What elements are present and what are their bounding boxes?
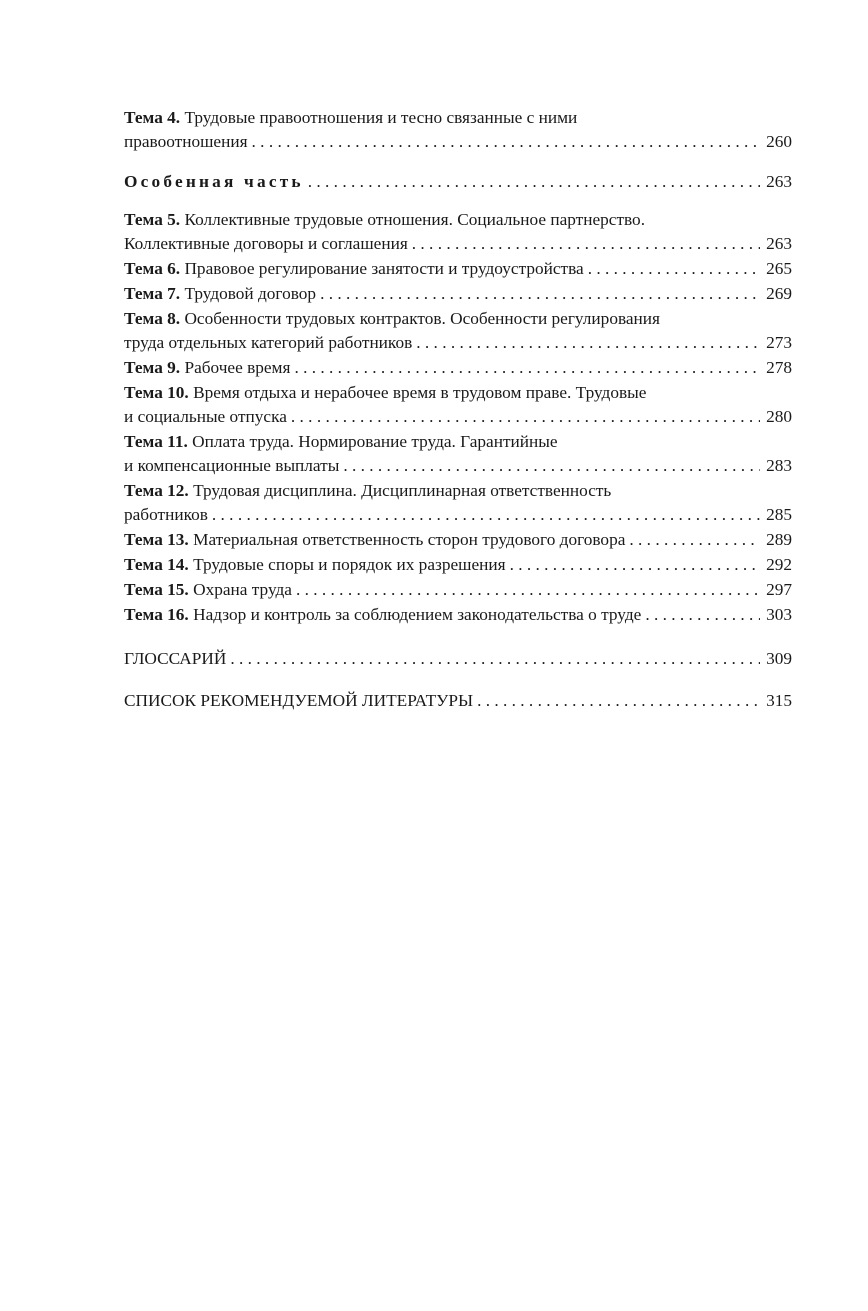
toc-entry-title-cont: Коллективные договоры и соглашения (124, 234, 408, 253)
toc-entry-topic[interactable] (124, 553, 792, 577)
toc-entry-title: ГЛОССАРИЙ (124, 649, 227, 668)
toc-entry-text (124, 553, 506, 577)
toc-entry-page: 265 (766, 259, 792, 278)
leader-dots (230, 647, 760, 671)
leader-dots (320, 282, 760, 306)
toc-entry-title-cont: и социальные отпуска (124, 407, 287, 426)
toc-entry-label: Тема 5. (124, 210, 181, 229)
toc-entry-topic[interactable] (124, 479, 792, 527)
toc-entry-line (124, 479, 792, 503)
table-of-contents (124, 106, 792, 713)
toc-entry-title: СПИСОК РЕКОМЕНДУЕМОЙ ЛИТЕРАТУРЫ (124, 691, 474, 710)
toc-entry-title: Надзор и контроль за соблюдением законодательства о труде (193, 605, 642, 624)
toc-entry-text (124, 356, 290, 380)
toc-entry-text (124, 528, 625, 552)
leader-dots (477, 689, 760, 713)
toc-entry-line (124, 454, 792, 478)
toc-topic-list (124, 208, 792, 627)
toc-entry-topic[interactable] (124, 282, 792, 306)
toc-entry-line (124, 647, 792, 671)
toc-entry-page: 278 (766, 358, 792, 377)
toc-entry-title: Охрана труда (193, 580, 292, 599)
toc-entry-topic[interactable] (124, 257, 792, 281)
toc-entry-page: 263 (766, 172, 792, 191)
leader-dots (416, 331, 760, 355)
toc-entry-topic[interactable] (124, 381, 792, 429)
leader-dots (645, 603, 760, 627)
toc-entry-line (124, 405, 792, 429)
toc-entry-page: 297 (766, 580, 792, 599)
toc-entry-page: 260 (766, 132, 792, 151)
toc-entry-line (124, 430, 792, 454)
toc-entry-line (124, 381, 792, 405)
toc-entry-topic[interactable] (124, 356, 792, 380)
leader-dots (629, 528, 760, 552)
toc-entry-line (124, 208, 792, 232)
toc-entry-title-cont: работников (124, 505, 208, 524)
toc-entry-text (124, 282, 316, 306)
toc-entry-label: Тема 11. (124, 432, 188, 451)
toc-entry-title: Трудовой договор (184, 284, 317, 303)
toc-entry-page: 289 (766, 530, 792, 549)
section-heading: Особенная часть (124, 172, 304, 191)
toc-entry-title: Особенности трудовых контрактов. Особенности регулирования (184, 309, 661, 328)
toc-entry-line (124, 106, 792, 130)
toc-entry-title-cont: правоотношения (124, 132, 248, 151)
toc-entry-title: Правовое регулирование занятости и трудоустройства (184, 259, 584, 278)
toc-entry-line (124, 232, 792, 256)
toc-entry-special-part[interactable] (124, 170, 792, 194)
toc-entry-label: Тема 12. (124, 481, 189, 500)
leader-dots (343, 454, 760, 478)
toc-entry-label: Тема 9. (124, 358, 181, 377)
toc-entry-title: Коллективные трудовые отношения. Социальное партнерство. (184, 210, 646, 229)
toc-entry-title: Оплата труда. Нормирование труда. Гарантийные (192, 432, 558, 451)
toc-entry-page: 309 (766, 649, 792, 668)
toc-entry-topic[interactable] (124, 528, 792, 552)
toc-entry-line (124, 307, 792, 331)
toc-entry-label: Тема 8. (124, 309, 181, 328)
toc-entry-topic[interactable] (124, 208, 792, 256)
toc-entry-line (124, 578, 792, 602)
toc-entry-label: Тема 13. (124, 530, 189, 549)
toc-entry-topic[interactable] (124, 603, 792, 627)
toc-entry-page: 285 (766, 505, 792, 524)
leader-dots (296, 578, 760, 602)
toc-entry-line (124, 170, 792, 194)
toc-entry-label: Тема 7. (124, 284, 181, 303)
toc-entry-title: Трудовые споры и порядок их разрешения (193, 555, 506, 574)
toc-entry-line (124, 356, 792, 380)
toc-entry-label: Тема 16. (124, 605, 189, 624)
toc-entry-line (124, 282, 792, 306)
toc-entry-topic[interactable] (124, 578, 792, 602)
toc-entry-label: Тема 10. (124, 383, 189, 402)
toc-entry-page: 283 (766, 456, 792, 475)
leader-dots (588, 257, 760, 281)
leader-dots (308, 170, 760, 194)
toc-entry-page: 303 (766, 605, 792, 624)
leader-dots (252, 130, 761, 154)
toc-entry-line (124, 528, 792, 552)
toc-entry-label: Тема 15. (124, 580, 189, 599)
toc-entry-label: Тема 4. (124, 108, 181, 127)
toc-entry-line (124, 331, 792, 355)
leader-dots (510, 553, 761, 577)
leader-dots (291, 405, 760, 429)
leader-dots (294, 356, 760, 380)
toc-entry-glossary[interactable] (124, 647, 792, 671)
toc-entry-line (124, 553, 792, 577)
toc-entry-title-cont: труда отдельных категорий работников (124, 333, 413, 352)
toc-entry-title-cont: и компенсационные выплаты (124, 456, 340, 475)
toc-entry-label: Тема 6. (124, 259, 181, 278)
toc-entry-line (124, 689, 792, 713)
toc-entry-page: 292 (766, 555, 792, 574)
toc-entry-page: 315 (766, 691, 792, 710)
toc-entry-title: Трудовые правоотношения и тесно связанные с ними (184, 108, 578, 127)
leader-dots (412, 232, 760, 256)
toc-entry-page: 269 (766, 284, 792, 303)
toc-entry-title: Материальная ответственность сторон трудового договора (193, 530, 626, 549)
toc-entry-topic[interactable] (124, 430, 792, 478)
toc-entry-line (124, 503, 792, 527)
toc-entry-label: Тема 14. (124, 555, 189, 574)
leader-dots (212, 503, 760, 527)
toc-entry-text (124, 257, 584, 281)
toc-entry-page: 280 (766, 407, 792, 426)
toc-entry-topic[interactable] (124, 307, 792, 355)
toc-entry-page: 273 (766, 333, 792, 352)
toc-entry-line (124, 130, 792, 154)
toc-entry-literature[interactable] (124, 689, 792, 713)
toc-entry-line (124, 257, 792, 281)
toc-entry-page: 263 (766, 234, 792, 253)
toc-entry-line (124, 603, 792, 627)
toc-entry-title: Время отдыха и нерабочее время в трудовом праве. Трудовые (193, 383, 647, 402)
toc-entry-text (124, 603, 641, 627)
toc-entry-text (124, 578, 292, 602)
toc-entry-topic-4[interactable] (124, 106, 792, 154)
toc-entry-title: Рабочее время (184, 358, 291, 377)
toc-entry-title: Трудовая дисциплина. Дисциплинарная ответственность (193, 481, 612, 500)
